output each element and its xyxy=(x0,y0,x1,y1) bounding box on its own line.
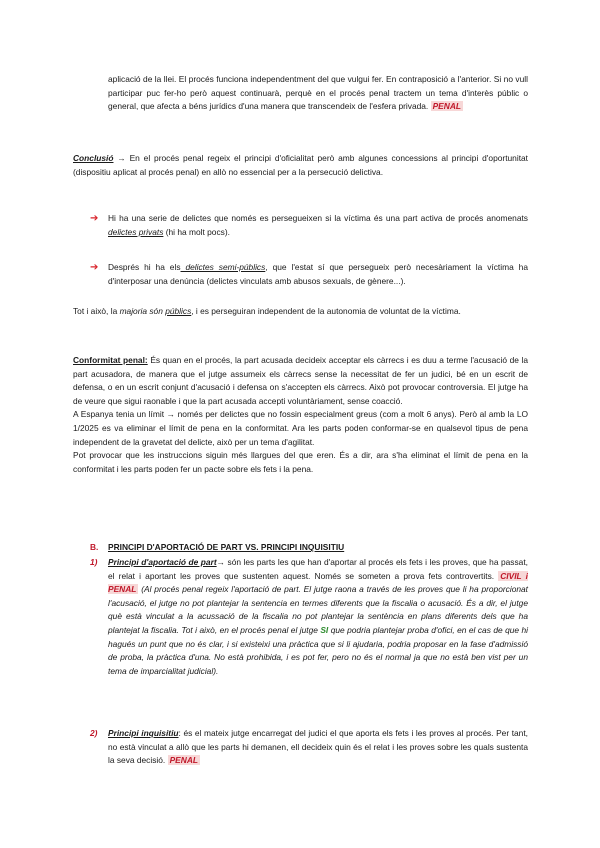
conformitat-paragraph-3: Pot provocar que les instruccions siguin més llargues del que eren. És a dir, ara s'ha eliminat el límit de pena en la conformitat i les parts poden fer un pacte sobre els fets i la pena. xyxy=(73,450,528,474)
item-text: : és el mateix jutge encarregat del judici el que aporta els fets i les proves al procés. Per tant, no està vinculat a allò que les parts hi demanen, ell decideix quin és el relat i les proves sobre les quals sustenta la seva decisió. xyxy=(108,728,528,766)
bullet-text: Hi ha una serie de delictes que només es persegueixen si la víctima és una part activa de procés anomenats xyxy=(108,213,528,223)
term-principi-inquisitiu: Principi inquisitiu xyxy=(108,728,179,738)
item-number: 2) xyxy=(90,728,98,738)
si-highlight: SI xyxy=(320,624,329,635)
conformitat-paragraph-2: A Espanya tenia un límit → només per delictes que no fossin especialment greus (com a molt 6 anys). Però al amb la LO 1/2025 es va eliminar el límit de pena en la conformitat. Ara les parts poden conformar-se en qualsevol tipus de pena independent de la gravetat del delicte, això per un tema d'agilitat. xyxy=(73,409,528,447)
conformitat-section xyxy=(73,354,528,476)
item-italic-text: que podria plantejar proba d'ofici, en el cas de que hi hagués un punt que no és clar, i si existeixi una pràctica que si li ajudaria, podria proposar en la fase d'admissió de proba, la pràctica d'una. No està prohibida, i es pot fer, pero no és el normal ja que no està ben vist per un tema de imparcialitat judicial). xyxy=(108,624,528,676)
item-aportacio-part xyxy=(108,556,528,678)
conclusio-paragraph xyxy=(73,152,528,179)
arrow-bullet-icon: ➔ xyxy=(90,213,99,224)
paragraph-majoria-publics xyxy=(73,305,528,319)
arrow-glyph: → xyxy=(117,153,126,163)
bullet-delictes-privats xyxy=(108,212,528,239)
arrow-bullet-icon: ➔ xyxy=(90,262,99,273)
section-b-heading xyxy=(108,541,528,555)
paragraph-text: És quan en el procés, la part acusada decideix acceptar els càrrecs i es duu a terme l'acusació de la part acusadora, de manera que el jutge assumeix els càrrecs sense la necessitat de fer un judici, bé en un escrit de defensa, o en un escrit conjunt d'acusació i defensa on s'accepten els càrrecs. Això pot provocar controversia. El jutge ha de veure que sigui raonable i que la part acusada accepti voluntàriament, sense coacció. xyxy=(73,355,528,406)
term-aportacio-part: Principi d'aportació de part xyxy=(108,557,217,567)
conclusio-label: Conclusió xyxy=(73,153,114,163)
paragraph-text: , i es perseguiran independent de la autonomia de voluntat de la víctima. xyxy=(191,306,461,316)
bullet-text: (hi ha molt pocs). xyxy=(163,226,230,237)
penal-tag: PENAL xyxy=(169,755,198,766)
section-letter: B. xyxy=(90,542,99,552)
conformitat-label: Conformitat penal: xyxy=(73,355,148,365)
item-number: 1) xyxy=(90,557,98,567)
paragraph-text: aplicació de la llei. El procés funciona independentment del que vulgui fer. En contraposició a l'anterior. Si no vull participar puc fer-ho però aquest continuarà, perquè en el procés penal tractem un tema d'interès públic o general, que afecta a béns jurídics d'una manera que transcendeix de l'esfera privada. xyxy=(108,74,528,112)
item-inquisitiu xyxy=(108,727,528,768)
conclusio-text: En el procés penal regeix el principi d'oficialitat però amb algunes concessions al principi d'oportunitat (dispositiu aplicat al procés penal) en allò no essencial per a la persecució delictiva. xyxy=(73,153,529,177)
penal-tag: PENAL xyxy=(432,101,461,112)
term-publics: públics xyxy=(165,306,192,316)
bullet-text: , que l'estat sí que persegueix però necesàriament la víctima ha d'interposar una denúncia (delictes vinculats amb abusos sexuals, de gènere...). xyxy=(108,262,528,286)
item-text: són les parts les que han d'aportar al procés els fets i les proves, que ha passat, el relat i aportant les proves que sustenten aquest. Només se someten a prova fets controvertits. xyxy=(108,557,528,581)
civil-penal-tag: CIVIL i PENAL xyxy=(108,570,528,595)
paragraph-oficialitat xyxy=(108,73,528,114)
bullet-delictes-semi-publics xyxy=(108,261,528,288)
majoria-son-text: majoria són xyxy=(119,306,163,316)
section-b-title: PRINCIPI D'APORTACIÓ DE PART VS. PRINCIPI INQUISITIU xyxy=(108,542,345,552)
arrow-glyph: → xyxy=(216,557,225,567)
term-delictes-semi-publics: delictes semi-públics xyxy=(180,262,266,272)
bullet-text: Després hi ha els xyxy=(108,262,181,272)
conformitat-paragraph-1 xyxy=(73,354,528,408)
term-delictes-privats: delictes privats xyxy=(108,226,164,237)
item-italic-text: (Al procés penal regeix l'aportació de part. El jutge raona a través de les proves que li ha proporcionat l'acusació, el jutge no pot plantejar la sentencia en termes diferents que la fiscalia o acusació. És a dir, el jutge què està vinculat a la acussació de la fiscalia no pot plantejar la sentència en plans diferents dels que ha plantejat la fiscalia. Tot i això, en el procés penal el jutge xyxy=(108,584,528,635)
paragraph-text: Tot i això, la xyxy=(73,306,120,316)
